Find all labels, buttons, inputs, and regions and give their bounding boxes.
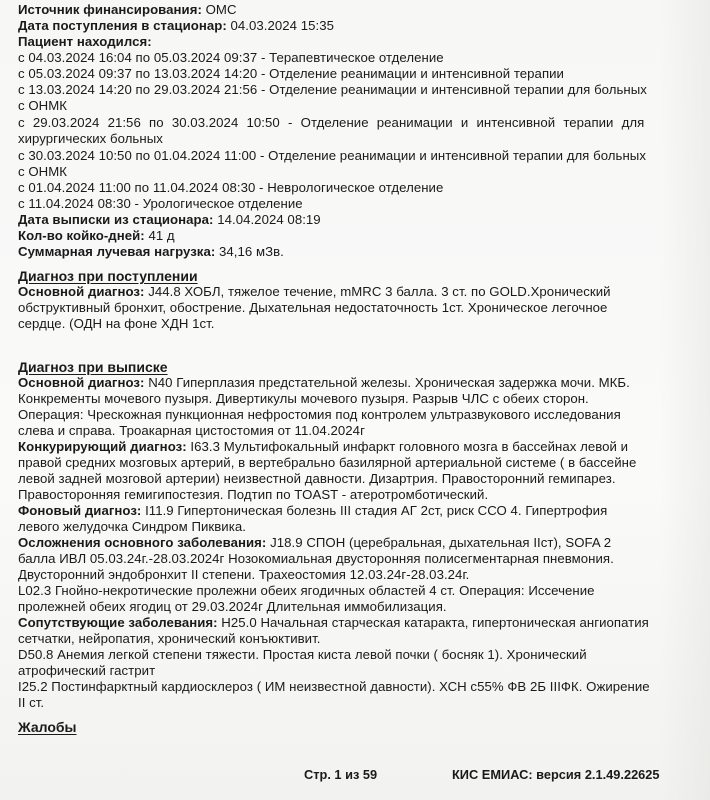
complications-line: Двусторонний эндобронхит II степени. Трахеостомия 12.03.24г-28.03.24г.	[18, 567, 470, 582]
complications-line: пролежней обеих ягодиц от 29.03.2024г Длительная иммобилизация.	[18, 599, 447, 614]
discharge-main-line: Конкременты мочевого пузыря. Дивертикулы мочевого пузыря. Разрыв ЧЛС с обеих сторон.	[18, 391, 589, 406]
admission-date-value: 04.03.2024 15:35	[230, 18, 334, 33]
funding-row	[18, 2, 237, 18]
competing-line: Правосторонняя гемигипостезия. Подтип по TOAST - атеротромботический.	[18, 487, 489, 502]
bed-days-row	[18, 228, 175, 244]
radiation-label: Суммарная лучевая нагрузка:	[18, 244, 216, 259]
stay-line: с 13.03.2024 14:20 по 29.03.2024 21:56 - Отделение реанимации и интенсивной терапии для больных	[18, 82, 647, 97]
concomitant-line: I25.2 Постинфарктный кардиосклероз ( ИМ неизвестной давности). ХСН с55% ФВ 2Б IIIФК. Ожирение	[18, 679, 650, 694]
background-diagnosis-row	[18, 503, 607, 519]
concomitant-text: H25.0 Начальная старческая катаракта, гипертоническая ангиопатия	[221, 615, 649, 630]
discharge-diagnosis-heading: Диагноз при выписке	[18, 359, 168, 375]
competing-line: левой задней мозговой артерии) неизвестной давности. Дизартрия. Правосторонний гемипарез.	[18, 471, 616, 486]
stay-label-row	[18, 34, 152, 50]
discharge-date-value: 14.04.2024 08:19	[217, 212, 321, 227]
complaints-heading: Жалобы	[18, 719, 77, 735]
concomitant-line: сетчатки, нейропатия, хронический конъюктивит.	[18, 631, 321, 646]
admission-diagnosis-heading: Диагноз при поступлении	[18, 268, 198, 284]
stay-line: с 29.03.2024 21:56 по 30.03.2024 10:50 - Отделение реанимации и интенсивной терапии для	[18, 115, 645, 130]
discharge-date-label: Дата выписки из стационара:	[18, 212, 214, 227]
admission-diagnosis-line: сердце. (ОДН на фоне ХДН 1ст.	[18, 316, 215, 331]
competing-line: правой средних мозговых артерий, в вертебрально базилярной артериальной системе ( в бассейне	[18, 455, 637, 470]
page-edge-shadow	[660, 0, 710, 800]
stay-line: хирургических больных	[18, 131, 163, 146]
discharge-main-text: N40 Гиперплазия предстательной железы. Хроническая задержка мочи. МКБ.	[148, 375, 630, 390]
stay-line: с ОНМК	[18, 164, 68, 179]
page-number: Стр. 1 из 59	[304, 767, 378, 782]
stay-line: с 11.04.2024 08:30 - Урологическое отделение	[18, 196, 303, 211]
admission-main-text: J44.8 ХОБЛ, тяжелое течение, mMRC 3 балла. 3 ст. по GOLD.Хронический	[148, 284, 611, 299]
concomitant-line: атрофический гастрит	[18, 663, 156, 678]
background-label: Фоновый диагноз:	[18, 503, 142, 518]
complications-row	[18, 535, 611, 551]
stay-line: с 05.03.2024 09:37 по 13.03.2024 14:20 - Отделение реанимации и интенсивной терапии	[18, 66, 564, 81]
bed-days-label: Кол-во койко-дней:	[18, 228, 145, 243]
background-text: I11.9 Гипертоническая болезнь III стадия АГ 2ст, риск ССО 4. Гипертрофия	[145, 503, 608, 518]
concomitant-row	[18, 615, 649, 631]
radiation-value: 34,16 мЗв.	[219, 244, 284, 259]
funding-value: ОМС	[205, 2, 237, 17]
discharge-main-label: Основной диагноз:	[18, 375, 145, 390]
admission-main-label: Основной диагноз:	[18, 284, 145, 299]
competing-diagnosis-row	[18, 439, 628, 455]
admission-diagnosis-line: обструктивный бронхит, обострение. Дыхательная недостаточность 1ст. Хроническое легочное	[18, 300, 608, 315]
admission-date-label: Дата поступления в стационар:	[18, 18, 227, 33]
stay-line: с 30.03.2024 10:50 по 01.04.2024 11:00 - Отделение реанимации и интенсивной терапии для больных	[18, 148, 646, 163]
complications-line: балла ИВЛ 05.03.24г.-28.03.2024г Нозокомиальная двусторонняя полисегментарная пневмония.	[18, 551, 614, 566]
admission-main-diagnosis-row	[18, 284, 611, 300]
admission-date-row	[18, 18, 334, 34]
discharge-main-diagnosis-row	[18, 375, 630, 391]
discharge-date-row	[18, 212, 321, 228]
discharge-main-line: слева и справа. Троакарная цистостомия от 11.04.2024г	[18, 423, 365, 438]
radiation-row	[18, 244, 284, 260]
system-version: КИС ЕМИАС: версия 2.1.49.22625	[452, 767, 660, 782]
background-line: левого желудочка Синдром Пиквика.	[18, 519, 246, 534]
concomitant-line: D50.8 Анемия легкой степени тяжести. Простая киста левой почки ( босняк 1). Хронический	[18, 647, 587, 662]
complications-line: L02.3 Гнойно-некротические пролежни обеих ягодичных областей 4 ст. Операция: Иссечение	[18, 583, 595, 598]
concomitant-line: II ст.	[18, 695, 45, 710]
complications-label: Осложнения основного заболевания:	[18, 535, 267, 550]
discharge-main-line: Операция: Чрескожная пункционная нефростомия под контролем ультразвукового исследования	[18, 407, 621, 422]
complications-text: J18.9 СПОН (церебральная, дыхательная IIст), SOFA 2	[270, 535, 612, 550]
competing-text: I63.3 Мультифокальный инфаркт головного мозга в бассейнах левой и	[190, 439, 629, 454]
funding-label: Источник финансирования:	[18, 2, 202, 17]
concomitant-label: Сопутствующие заболевания:	[18, 615, 218, 630]
stay-line: с ОНМК	[18, 98, 68, 113]
stay-label: Пациент находился:	[18, 34, 152, 49]
stay-line: с 04.03.2024 16:04 по 05.03.2024 09:37 - Терапевтическое отделение	[18, 50, 444, 65]
bed-days-value: 41 д	[148, 228, 175, 243]
competing-label: Конкурирующий диагноз:	[18, 439, 187, 454]
stay-line: с 01.04.2024 11:00 по 11.04.2024 08:30 - Неврологическое отделение	[18, 180, 444, 195]
